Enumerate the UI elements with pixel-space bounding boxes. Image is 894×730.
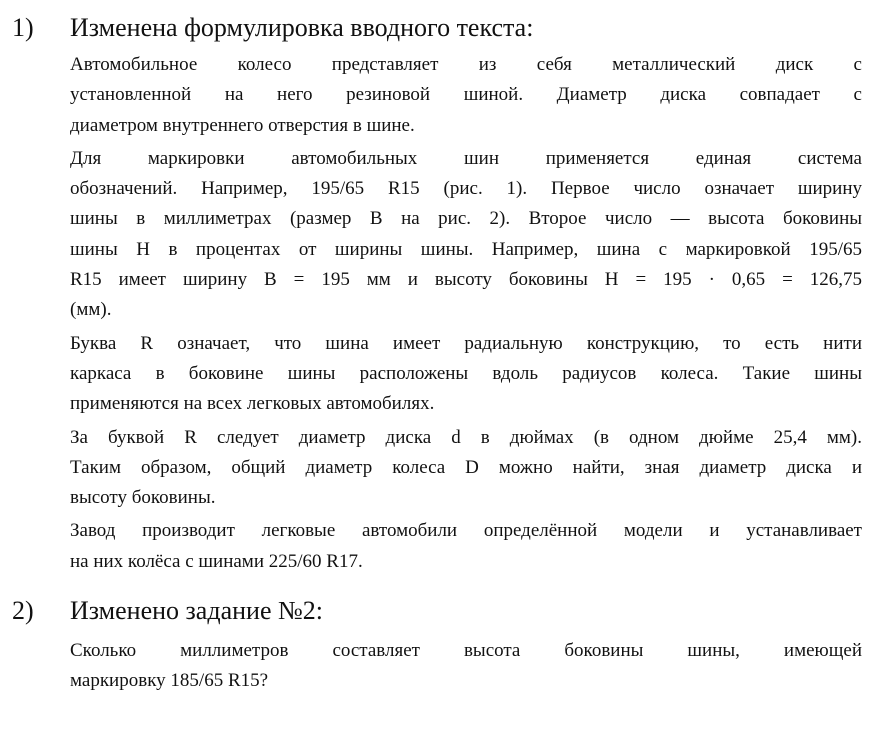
text-line: высоту боковины. <box>70 487 216 509</box>
text-line: Сколько миллиметров составляет высота боковины шины, имеющей <box>70 640 862 661</box>
text-line: маркировку 185/65 R15? <box>70 670 269 692</box>
text-line: обозначений. Например, 195/65 R15 (рис. 1). Первое число означает ширину <box>70 178 862 200</box>
paragraph <box>70 636 862 697</box>
text-line: шины в миллиметрах (размер B на рис. 2). Второе число — высота боковины <box>70 208 862 230</box>
section-body <box>70 50 862 580</box>
text-line: шины H в процентах от ширины шины. Например, шина с маркировкой 195/65 <box>70 238 862 260</box>
section-body <box>70 636 862 700</box>
text-line: Завод производит легковые автомобили определённой модели и устанавливает <box>70 520 862 542</box>
text-line: применяются на всех легковых автомобилях. <box>70 393 435 415</box>
section-number: 1) <box>12 13 34 42</box>
paragraph <box>70 516 862 577</box>
text-line: Автомобильное колесо представляет из себя металлический диск с <box>70 54 862 75</box>
text-line: на них колёса с шинами 225/60 R17. <box>70 550 363 572</box>
section-heading: Изменена формулировка вводного текста: <box>70 13 534 42</box>
text-line: диаметром внутреннего отверстия в шине. <box>70 114 415 136</box>
paragraph <box>70 144 862 326</box>
paragraph <box>70 50 862 141</box>
text-line: каркаса в боковине шины расположены вдоль радиусов колеса. Такие шины <box>70 362 862 384</box>
paragraph <box>70 423 862 514</box>
paragraph <box>70 329 862 420</box>
section-heading: Изменено задание №2: <box>70 596 324 625</box>
text-line: R15 имеет ширину B = 195 мм и высоту боковины H = 195 · 0,65 = 126,75 <box>70 269 862 291</box>
text-line: Таким образом, общий диаметр колеса D можно найти, зная диаметр диска и <box>70 456 862 478</box>
text-line: Для маркировки автомобильных шин применяется единая система <box>70 147 862 169</box>
text-line: (мм). <box>70 299 112 321</box>
text-line: За буквой R следует диаметр диска d в дюймах (в одном дюйме 25,4 мм). <box>70 426 862 448</box>
text-line: установленной на него резиновой шиной. Диаметр диска совпадает с <box>70 84 862 106</box>
text-line: Буква R означает, что шина имеет радиальную конструкцию, то есть нити <box>70 332 862 354</box>
section-number: 2) <box>12 596 34 625</box>
